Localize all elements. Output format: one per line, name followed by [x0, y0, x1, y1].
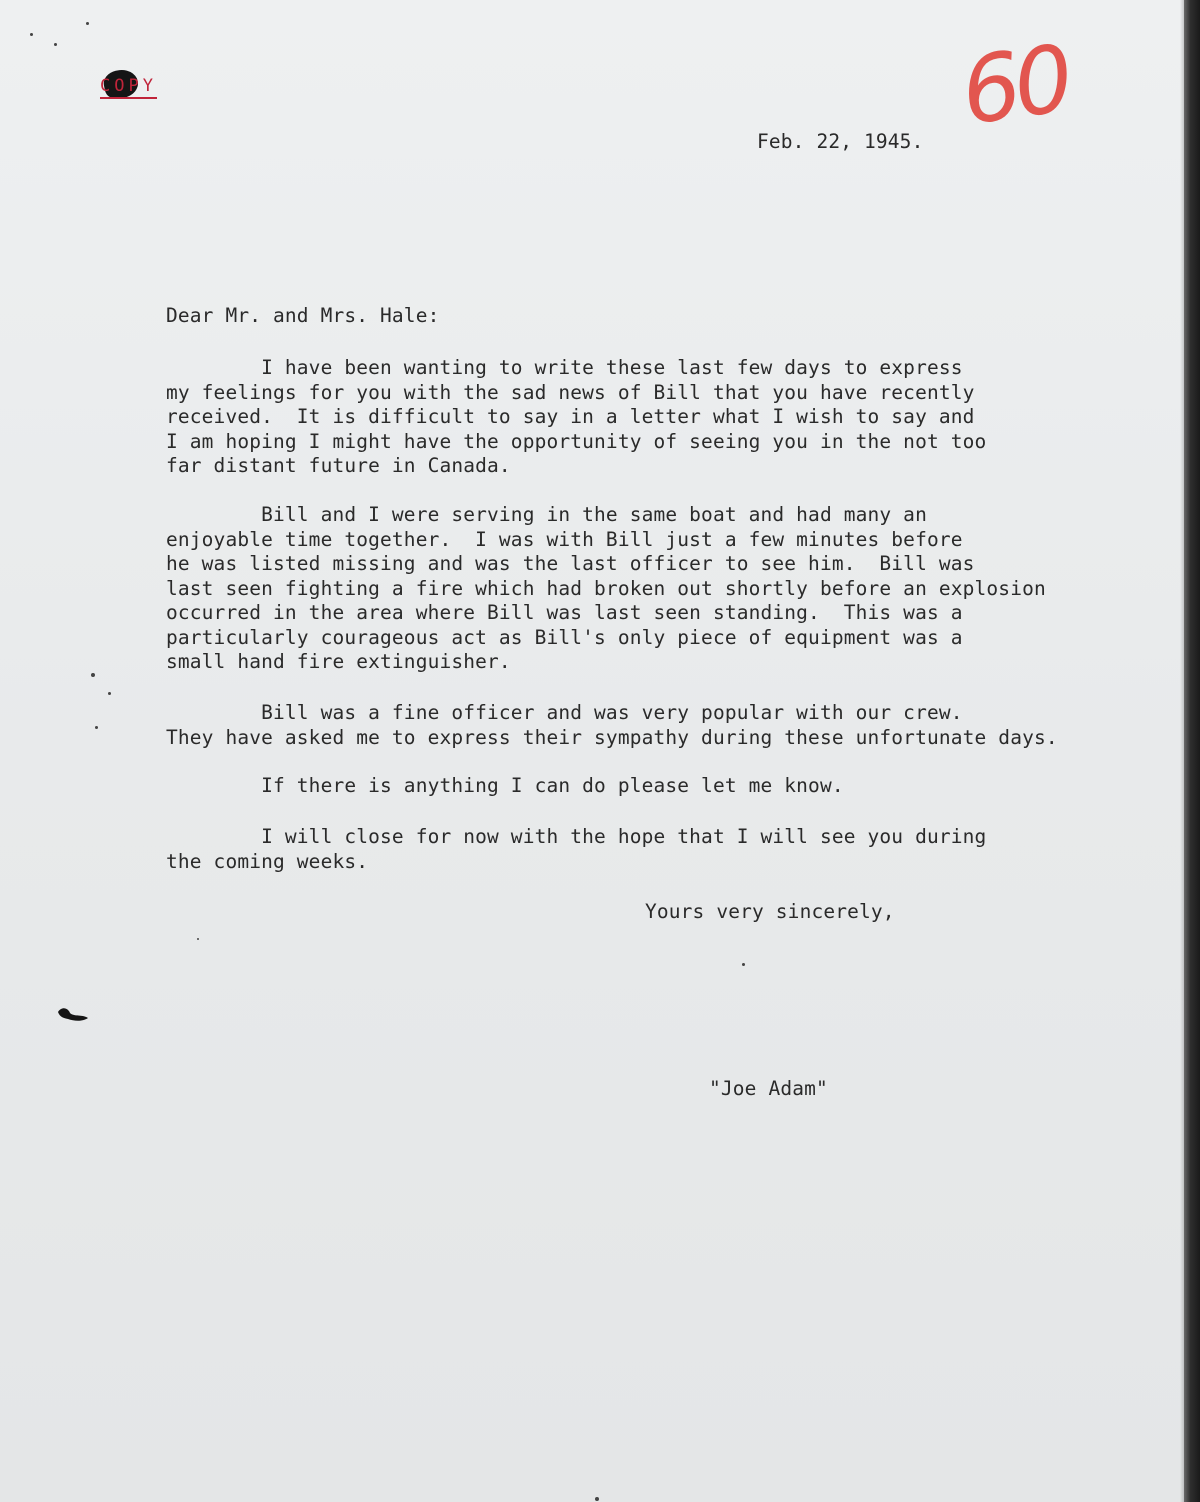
- paragraph-4: If there is anything I can do please let me know.: [166, 774, 844, 797]
- letter-date: Feb. 22, 1945.: [757, 130, 924, 153]
- salutation: Dear Mr. and Mrs. Hale:: [166, 304, 440, 327]
- paragraph-3: Bill was a fine officer and was very popular with our crew. They have asked me to express their sympathy during these unfortunate days.: [166, 701, 1058, 749]
- handwritten-page-number: 60: [954, 25, 1074, 146]
- speck: [742, 963, 745, 966]
- paragraph-1: I have been wanting to write these last few days to express my feelings for you with the sad news of Bill that you have recently received. It is difficult to say in a letter what I wish to say and I am hoping I might have the opportunity of seeing you in the not too far distant future in Canada.: [166, 356, 987, 477]
- speck: [86, 22, 89, 25]
- paragraph-2: Bill and I were serving in the same boat and had many an enjoyable time together. I was with Bill just a few minutes before he was listed missing and was the last officer to see him. Bill was last seen fighting a fire which had broken out shortly before an explosion occurred in the area where Bill was last seen standing. This was a particularly courageous act as Bill's only piece of equipment was a small hand fire extinguisher.: [166, 503, 1046, 673]
- speck: [91, 673, 95, 677]
- speck: [595, 1497, 599, 1501]
- signature: "Joe Adam": [709, 1077, 828, 1100]
- paragraph-5: I will close for now with the hope that I will see you during the coming weeks.: [166, 825, 987, 873]
- scan-border: [1184, 0, 1200, 1502]
- closing: Yours very sincerely,: [645, 900, 895, 923]
- speck: [108, 692, 111, 695]
- speck: [95, 726, 98, 729]
- speck: [197, 938, 199, 940]
- torn-edge-mark: [56, 1004, 90, 1024]
- copy-stamp: COPY: [100, 76, 157, 99]
- speck: [54, 43, 57, 46]
- speck: [30, 33, 33, 36]
